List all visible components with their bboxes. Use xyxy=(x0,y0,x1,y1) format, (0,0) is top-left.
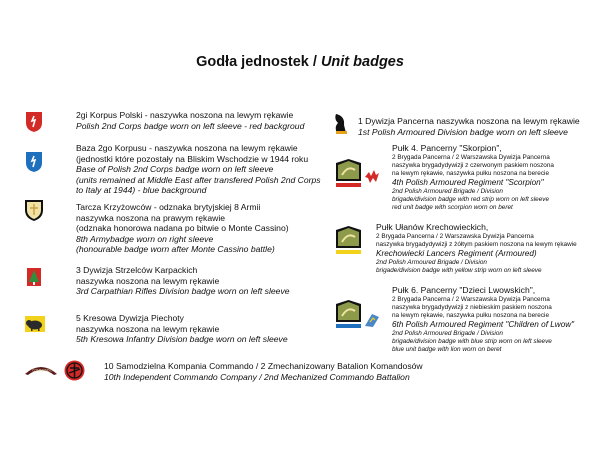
kresowa-division-bison-badge-icon xyxy=(25,316,45,332)
lion-beret-badge-icon xyxy=(364,313,380,328)
commando-shoulder-title-icon xyxy=(24,362,58,376)
entry-text-en: brigade/division badge with blue strip worn on left sleeve xyxy=(392,337,552,345)
entry-text-pl: 2gi Korpus Polski - naszywka noszona na lewym rękawie xyxy=(76,110,294,120)
entry-text-pl: 2 Brygada Pancerna / 2 Warszawska Dywizja Pancerna xyxy=(392,153,550,161)
commando-dagger-badge-icon xyxy=(64,360,85,381)
left-entry-kresowa xyxy=(76,313,288,345)
scorpion-brigade-badge-icon xyxy=(336,159,361,188)
entry-text-en: 2nd Polish Armoured Brigade / Division xyxy=(392,329,503,337)
entry-text-pl: Baza 2go Korpusu - naszywka noszona na lewym rękawie xyxy=(76,143,298,153)
entry-text-pl: (jednostki które pozostały na Bliskim Wschodzie w 1944 roku xyxy=(76,153,309,164)
polish-2nd-corps-base-badge-icon xyxy=(26,152,42,172)
entry-text-en: 1st Polish Armoured Division badge worn on left sleeve xyxy=(358,126,568,137)
entry-text-pl: 2 Brygada Pancerna / 2 Warszawska Dywizja Pancerna xyxy=(376,232,534,240)
entry-text-en: 2nd Polish Armoured Brigade / Division xyxy=(392,187,503,195)
entry-text-pl: naszywka brygadydywizji z żółtym paskiem noszona na lewym rękawie xyxy=(376,240,577,248)
entry-text-pl: na lewym rękawie, naszywka pułku noszona na berecie xyxy=(392,169,550,177)
entry-text-pl: naszywka brygadydywizji z czerwonym paskiem noszona xyxy=(392,161,554,169)
entry-heading: Pułk Ułanów Krechowieckich, xyxy=(376,222,489,232)
entry-text-en: to Italy at 1944) - blue background xyxy=(76,185,207,196)
entry-text-pl: Tarcza Krzyżowców - odznaka brytyjskiej 8 Armii xyxy=(76,202,261,212)
entry-text-en: Krechowiecki Lancers Regiment (Armoured) xyxy=(376,248,537,258)
right-entry-6th-lwow xyxy=(392,285,574,354)
entry-text-en: 4th Polish Armoured Regiment "Scorpion" xyxy=(392,177,544,187)
entry-text-pl: na lewym rękawie, naszywka pułku noszona na berecie xyxy=(392,311,550,319)
first-armoured-division-helmet-icon xyxy=(334,113,347,135)
eighth-army-crusader-shield-icon xyxy=(25,200,43,221)
entry-text-pl: 3 Dywizja Strzelców Karpackich xyxy=(76,265,198,275)
entry-text-en: 2nd Polish Armoured Brigade / Division xyxy=(376,258,487,266)
scorpion-beret-badge-icon xyxy=(364,168,380,184)
polish-2nd-corps-badge-icon xyxy=(26,112,42,132)
left-entry-carpathian xyxy=(76,265,290,297)
right-entry-4th-scorpion xyxy=(392,143,554,212)
title-english: Unit badges xyxy=(320,54,404,70)
entry-text-en: 8th Armybadge worn on right sleeve xyxy=(76,233,214,244)
page-title xyxy=(0,54,600,70)
left-entry-polish-2nd-corps xyxy=(76,110,304,131)
entry-heading: Pułk 4. Pancerny "Skorpion", xyxy=(392,143,502,153)
right-entry-1st-armoured xyxy=(358,116,580,137)
left-entry-8th-army xyxy=(76,202,289,255)
entry-text-pl: 1 Dywizja Pancerna naszywka noszona na lewym rękawie xyxy=(358,116,580,126)
entry-text-en: (units remained at Middle East after transfered Polish 2nd Corps xyxy=(76,174,321,185)
entry-heading: Pułk 6. Pancerny "Dzieci Lwowskich", xyxy=(392,285,536,295)
bottom-entry-commando xyxy=(104,361,423,382)
entry-text-en: 10th Independent Commando Company / 2nd Mechanized Commando Battalion xyxy=(104,371,410,382)
entry-text-en: 5th Kresowa Infantry Division badge worn on left sleeve xyxy=(76,334,288,345)
krechowiecki-brigade-badge-icon xyxy=(336,226,361,255)
entry-text-en: (honourable badge worn after Monte Cassino battle) xyxy=(76,244,275,255)
entry-text-en: Base of Polish 2nd Corps badge worn on left sleeve xyxy=(76,164,274,175)
entry-text-pl: naszywka noszona na prawym rękawie xyxy=(76,212,226,223)
entry-text-en: red unit badge with scorpion worn on beret xyxy=(392,203,513,211)
entry-text-pl: naszywka noszona na lewym rękawie xyxy=(76,275,220,286)
entry-text-pl: 5 Kresowa Dywizja Piechoty xyxy=(76,313,184,323)
entry-text-en: 3rd Carpathian Rifles Division badge worn on left sleeve xyxy=(76,286,290,297)
commando-tab-text: COMMANDO xyxy=(32,368,53,373)
entry-text-en: 6th Polish Armoured Regiment "Children of Lwow" xyxy=(392,319,575,329)
entry-text-en: Polish 2nd Corps badge worn on left sleeve - red backgroud xyxy=(76,120,305,131)
left-entry-corps-base xyxy=(76,143,321,196)
entry-text-pl: naszywka noszona na lewym rękawie xyxy=(76,323,220,334)
entry-text-pl: (odznaka honorowa nadana po bitwie o Monte Cassino) xyxy=(76,223,289,234)
entry-text-pl: 10 Samodzielna Kompania Commando / 2 Zmechanizowany Batalion Komandosów xyxy=(104,361,423,371)
right-entry-krechowiecki xyxy=(376,222,577,275)
entry-text-pl: 2 Brygada Pancerna / 2 Warszawska Dywizja Pancerna xyxy=(392,295,550,303)
entry-text-en: brigade/division badge with yellow strip worn on left sleeve xyxy=(376,266,542,274)
entry-text-pl: naszywka brygadydywizji z niebieskim paskiem noszona xyxy=(392,303,552,311)
lwow-brigade-badge-icon xyxy=(336,300,361,329)
title-polish: Godła jednostek / xyxy=(196,54,321,70)
entry-text-en: blue unit badge with lion worn on beret xyxy=(392,345,502,353)
carpathian-rifles-fir-badge-icon xyxy=(27,268,41,286)
entry-text-en: brigade/division badge with red strip worn on left sleeve xyxy=(392,195,550,203)
